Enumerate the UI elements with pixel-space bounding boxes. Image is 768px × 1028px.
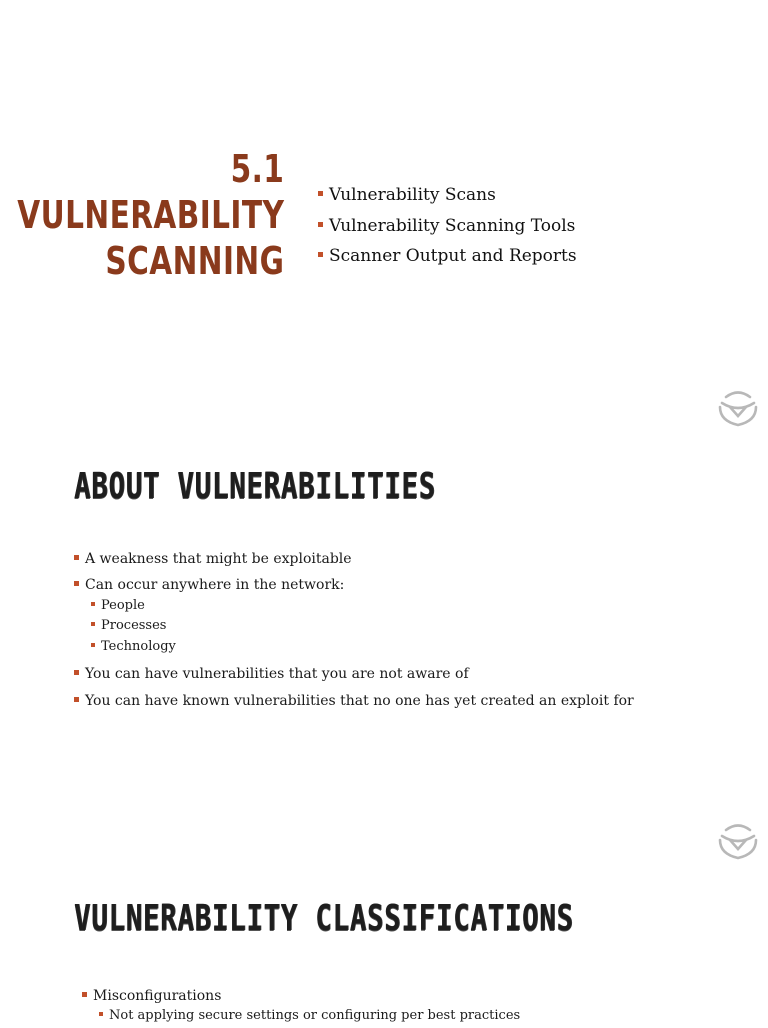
list-item xyxy=(74,551,634,577)
slide-2 xyxy=(0,430,768,860)
slide-2-bullet-list xyxy=(74,551,634,719)
list-item xyxy=(74,598,634,618)
list-item xyxy=(74,693,634,719)
bullet-icon xyxy=(91,622,95,626)
bullet-icon xyxy=(99,1012,103,1016)
list-item-label: Vulnerability Scans xyxy=(329,185,496,205)
list-item-label: Can occur anywhere in the network: xyxy=(85,577,345,593)
slide-3-heading: VULNERABILITY CLASSIFICATIONS xyxy=(74,898,574,939)
list-item-label: A weakness that might be exploitable xyxy=(85,551,352,567)
bullet-icon xyxy=(82,992,87,997)
helmet-logo-icon xyxy=(716,387,760,427)
slide-2-heading: ABOUT VULNERABILITIES xyxy=(74,466,436,507)
bullet-icon xyxy=(318,191,323,196)
list-item xyxy=(318,211,577,242)
list-item xyxy=(318,241,577,272)
bullet-icon xyxy=(318,252,323,257)
list-item xyxy=(74,666,634,693)
list-item-label: Misconfigurations xyxy=(93,988,222,1004)
bullet-icon xyxy=(74,697,79,702)
list-item-label: Processes xyxy=(101,618,167,633)
bullet-icon xyxy=(91,643,95,647)
list-item-label: Scanner Output and Reports xyxy=(329,246,577,266)
list-item xyxy=(74,639,634,666)
title-line-sub: SCANNING xyxy=(105,239,285,283)
list-item-label: Vulnerability Scanning Tools xyxy=(329,215,576,236)
list-item-label: Not applying secure settings or configuring per best practices xyxy=(109,1008,521,1023)
list-item-label: People xyxy=(101,598,145,613)
list-item-label: You can have vulnerabilities that you are not aware of xyxy=(85,666,469,682)
list-item-label: Technology xyxy=(101,639,176,654)
slide-1 xyxy=(0,0,768,390)
bullet-icon xyxy=(74,670,79,675)
list-item xyxy=(82,1008,520,1028)
bullet-icon xyxy=(74,581,79,586)
slide-3-bullet-list xyxy=(82,988,520,1028)
title-line-main: VULNERABILITY xyxy=(16,193,284,237)
list-item xyxy=(82,988,520,1008)
list-item xyxy=(74,577,634,598)
bullet-icon xyxy=(318,222,323,227)
title-line-number: 5.1 xyxy=(230,147,284,191)
slide-1-topic-list xyxy=(318,180,577,272)
list-item-label: You can have known vulnerabilities that no one has yet created an exploit for xyxy=(85,693,634,709)
slide-1-title xyxy=(17,146,284,284)
list-item xyxy=(318,180,577,211)
slide-3 xyxy=(0,862,768,1024)
list-item xyxy=(74,618,634,639)
bullet-icon xyxy=(74,555,79,560)
helmet-logo-icon xyxy=(716,820,760,860)
bullet-icon xyxy=(91,602,95,606)
